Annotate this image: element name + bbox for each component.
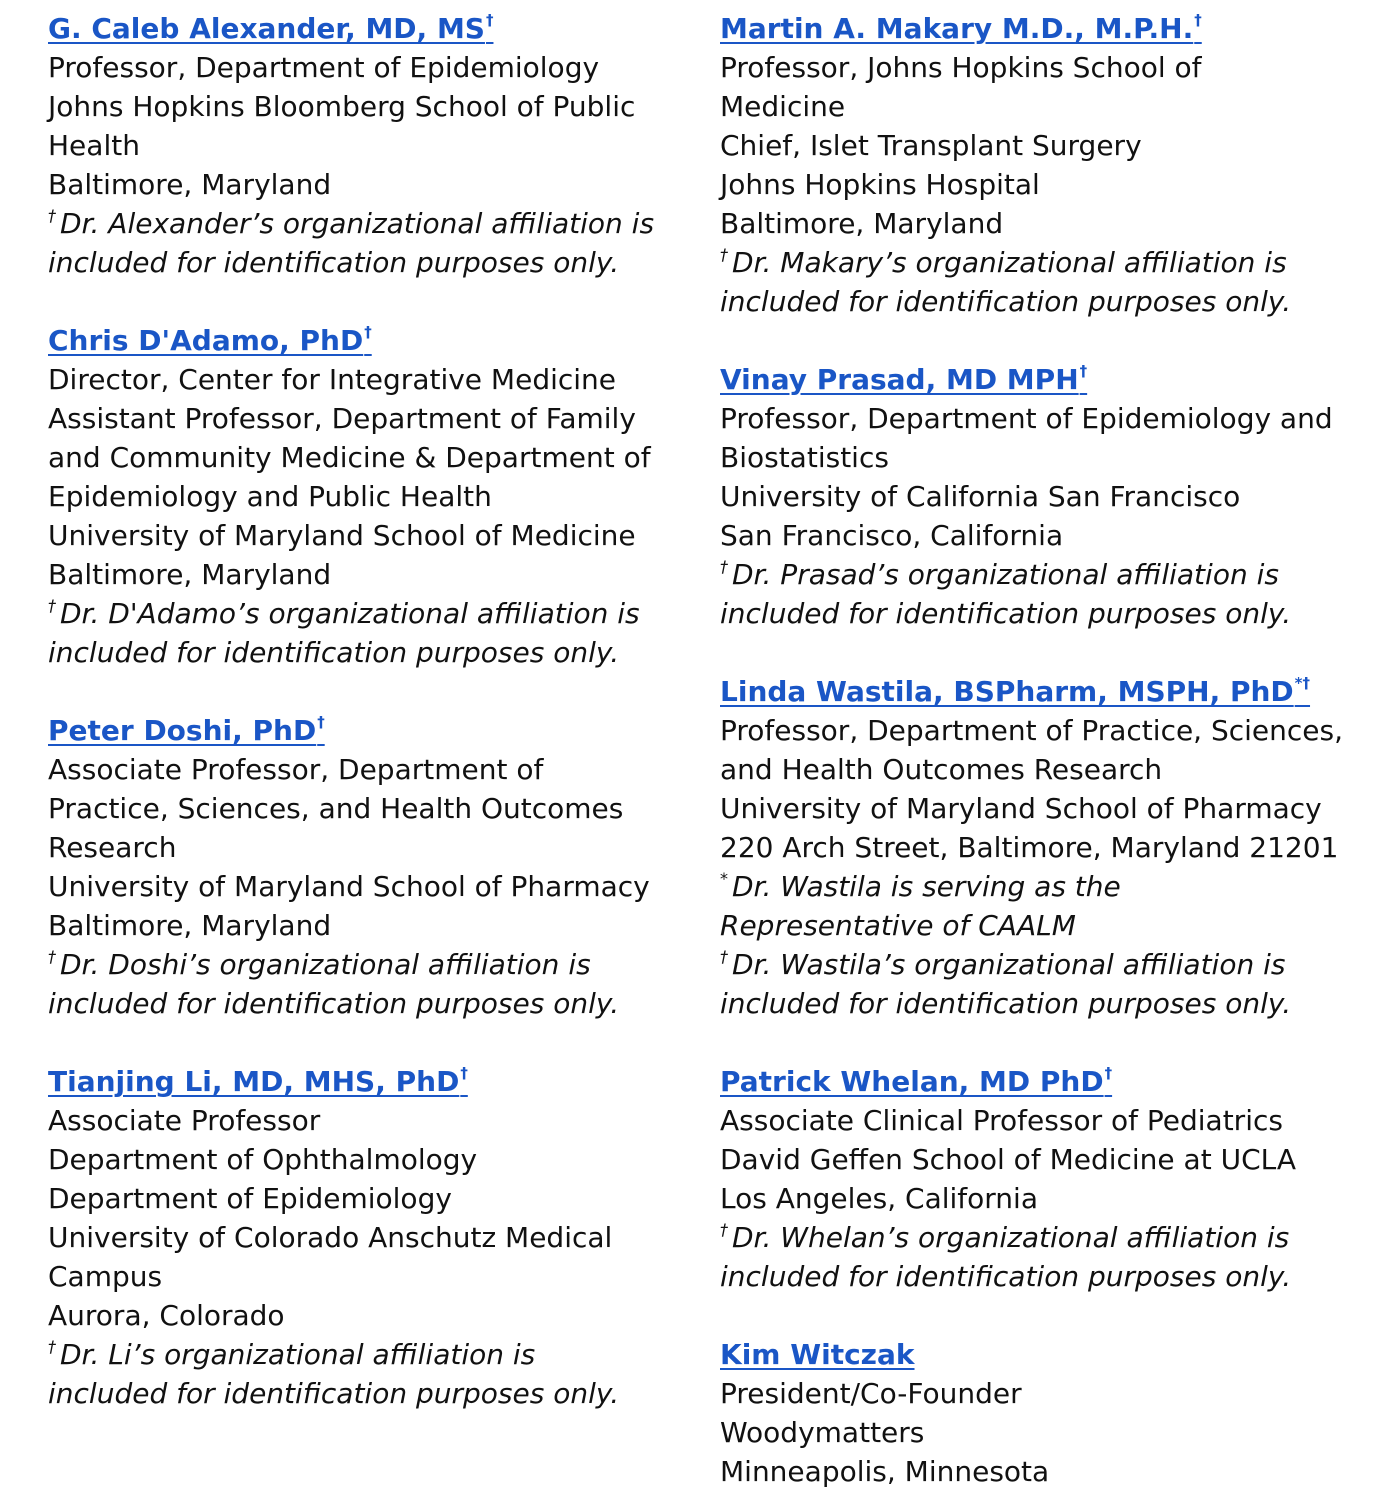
footnote-line: [720, 555, 1360, 594]
footnote-text: included for identification purposes only.: [720, 597, 1292, 630]
signatory-name: Chris D'Adamo, PhD: [48, 324, 364, 357]
footnote-symbol: †: [720, 245, 728, 264]
signatory-name-line: [48, 711, 668, 750]
affiliation-line: Baltimore, Maryland: [48, 558, 332, 591]
footnote-marker: *†: [1294, 674, 1311, 692]
signatory-name-line: [720, 1335, 1360, 1374]
footnote-text: included for identification purposes only.: [48, 987, 620, 1020]
footnote-marker: †: [1194, 11, 1202, 29]
signatory-name-link[interactable]: [720, 12, 1202, 45]
signatory-name: Vinay Prasad, MD MPH: [720, 363, 1079, 396]
signatory-name: Martin A. Makary M.D., M.P.H.: [720, 12, 1194, 45]
affiliation-line: Professor, Department of Epidemiology: [48, 51, 600, 84]
affiliation-line: Director, Center for Integrative Medicine: [48, 363, 617, 396]
signatory-entry: [720, 672, 1360, 1023]
signatory-name-link[interactable]: [720, 675, 1310, 708]
signatory-name-link[interactable]: [720, 1338, 915, 1371]
affiliation-line: Professor, Johns Hopkins School of: [720, 51, 1202, 84]
signatory-name-line: [720, 360, 1360, 399]
footnote-marker: †: [364, 323, 372, 341]
affiliation-line: Johns Hopkins Hospital: [720, 168, 1040, 201]
footnote-text: Dr. Whelan’s organizational affiliation is: [732, 1221, 1290, 1254]
footnote-symbol: †: [48, 1337, 56, 1356]
affiliation-line: Medicine: [720, 90, 846, 123]
affiliation-line: Professor, Department of Practice, Sciences,: [720, 714, 1344, 747]
signatory-name: Linda Wastila, BSPharm, MSPH, PhD: [720, 675, 1294, 708]
right-column: [720, 9, 1360, 1491]
affiliation-line: Johns Hopkins Bloomberg School of Public: [48, 90, 636, 123]
affiliation-line: Baltimore, Maryland: [48, 909, 332, 942]
footnote-line: [720, 594, 1360, 633]
affiliation-line: Woodymatters: [720, 1416, 925, 1449]
footnote-symbol: *: [720, 869, 728, 888]
affiliation-line: University of Maryland School of Medicine: [48, 519, 636, 552]
footnote-line: [48, 1374, 668, 1413]
footnote-line: [48, 243, 668, 282]
signatory-entry: [720, 360, 1360, 633]
signatory-name-line: [720, 672, 1360, 711]
affiliation-line: Department of Epidemiology: [48, 1182, 452, 1215]
footnote-text: included for identification purposes only.: [48, 246, 620, 279]
signatory-name: Kim Witczak: [720, 1338, 915, 1371]
footnote-symbol: †: [720, 947, 728, 966]
affiliation-line: University of Maryland School of Pharmacy: [720, 792, 1322, 825]
affiliation-line: Baltimore, Maryland: [48, 168, 332, 201]
footnote-symbol: †: [48, 596, 56, 615]
footnote-symbol: †: [48, 206, 56, 225]
affiliation-line: Health: [48, 129, 140, 162]
signatory-name-link[interactable]: [48, 1065, 468, 1098]
signatory-name-link[interactable]: [48, 12, 493, 45]
signatory-entry: [720, 1062, 1360, 1296]
footnote-marker: †: [485, 11, 494, 29]
footnote-text: included for identification purposes only.: [48, 636, 620, 669]
affiliation-line: Epidemiology and Public Health: [48, 480, 492, 513]
affiliation-line: Practice, Sciences, and Health Outcomes: [48, 792, 624, 825]
footnote-line: [720, 945, 1360, 984]
footnote-text: Dr. D'Adamo’s organizational affiliation is: [60, 597, 640, 630]
affiliation-line: Minneapolis, Minnesota: [720, 1455, 1050, 1488]
footnote-line: [720, 1257, 1360, 1296]
signatory-name: Tianjing Li, MD, MHS, PhD: [48, 1065, 460, 1098]
signatory-entry: [720, 1335, 1360, 1491]
footnote-line: [48, 633, 668, 672]
footnote-text: included for identification purposes only.: [720, 987, 1292, 1020]
affiliation-line: Associate Clinical Professor of Pediatrics: [720, 1104, 1283, 1137]
signatory-entry: [48, 321, 668, 672]
footnote-text: included for identification purposes only.: [720, 285, 1292, 318]
footnote-symbol: †: [720, 1220, 728, 1239]
affiliation-line: University of California San Francisco: [720, 480, 1241, 513]
footnote-line: [48, 1335, 668, 1374]
affiliation-line: Biostatistics: [720, 441, 889, 474]
footnote-text: Representative of CAALM: [720, 909, 1076, 942]
affiliation-line: Associate Professor, Department of: [48, 753, 544, 786]
footnote-line: [48, 945, 668, 984]
affiliation-line: Los Angeles, California: [720, 1182, 1038, 1215]
signatory-name: Patrick Whelan, MD PhD: [720, 1065, 1104, 1098]
signatory-entry: [48, 9, 668, 282]
footnote-line: [720, 867, 1360, 906]
affiliation-line: Professor, Department of Epidemiology and: [720, 402, 1333, 435]
signatory-name-link[interactable]: [48, 714, 325, 747]
footnote-marker: †: [1104, 1064, 1113, 1082]
affiliation-line: Department of Ophthalmology: [48, 1143, 478, 1176]
footnote-text: Dr. Wastila’s organizational affiliation is: [732, 948, 1286, 981]
affiliation-line: Associate Professor: [48, 1104, 321, 1137]
footnote-line: [720, 1218, 1360, 1257]
footnote-text: Dr. Makary’s organizational affiliation is: [732, 246, 1287, 279]
footnote-line: [720, 282, 1360, 321]
footnote-symbol: †: [48, 947, 56, 966]
footnote-marker: †: [1079, 362, 1088, 380]
footnote-line: [48, 594, 668, 633]
signatory-name-line: [48, 321, 668, 360]
footnote-symbol: †: [720, 557, 728, 576]
footnote-text: Dr. Li’s organizational affiliation is: [60, 1338, 536, 1371]
signatory-name-link[interactable]: [720, 1065, 1112, 1098]
affiliation-line: San Francisco, California: [720, 519, 1064, 552]
affiliation-line: Research: [48, 831, 177, 864]
affiliation-line: University of Colorado Anschutz Medical: [48, 1221, 613, 1254]
footnote-text: included for identification purposes only.: [48, 1377, 620, 1410]
signatory-name-link[interactable]: [48, 324, 372, 357]
footnote-marker: †: [460, 1064, 468, 1082]
signatory-entry: [720, 9, 1360, 321]
footnote-text: Dr. Alexander’s organizational affiliation is: [60, 207, 655, 240]
signatory-name-line: [48, 1062, 668, 1101]
signatory-entry: [48, 711, 668, 1023]
affiliation-line: Chief, Islet Transplant Surgery: [720, 129, 1142, 162]
affiliation-line: Assistant Professor, Department of Family: [48, 402, 636, 435]
affiliation-line: and Community Medicine & Department of: [48, 441, 651, 474]
signatory-name-line: [48, 9, 668, 48]
signatory-name: Peter Doshi, PhD: [48, 714, 317, 747]
signatory-name-link[interactable]: [720, 363, 1087, 396]
signatory-entry: [48, 1062, 668, 1413]
footnote-text: Dr. Doshi’s organizational affiliation is: [60, 948, 591, 981]
left-column: [48, 9, 668, 1413]
affiliation-line: and Health Outcomes Research: [720, 753, 1163, 786]
footnote-line: [48, 204, 668, 243]
signatory-name: G. Caleb Alexander, MD, MS: [48, 12, 485, 45]
signatory-name-line: [720, 1062, 1360, 1101]
footnote-text: included for identification purposes only.: [720, 1260, 1292, 1293]
footnote-line: [720, 906, 1360, 945]
affiliation-line: President/Co-Founder: [720, 1377, 1022, 1410]
affiliation-line: Aurora, Colorado: [48, 1299, 285, 1332]
affiliation-line: David Geffen School of Medicine at UCLA: [720, 1143, 1297, 1176]
affiliation-line: 220 Arch Street, Baltimore, Maryland 21201: [720, 831, 1339, 864]
affiliation-line: University of Maryland School of Pharmacy: [48, 870, 650, 903]
footnote-text: Dr. Wastila is serving as the: [732, 870, 1121, 903]
footnote-text: Dr. Prasad’s organizational affiliation is: [732, 558, 1279, 591]
signatory-name-line: [720, 9, 1360, 48]
footnote-line: [48, 984, 668, 1023]
footnote-marker: †: [317, 713, 325, 731]
affiliation-line: Campus: [48, 1260, 163, 1293]
affiliation-line: Baltimore, Maryland: [720, 207, 1004, 240]
footnote-line: [720, 243, 1360, 282]
footnote-line: [720, 984, 1360, 1023]
